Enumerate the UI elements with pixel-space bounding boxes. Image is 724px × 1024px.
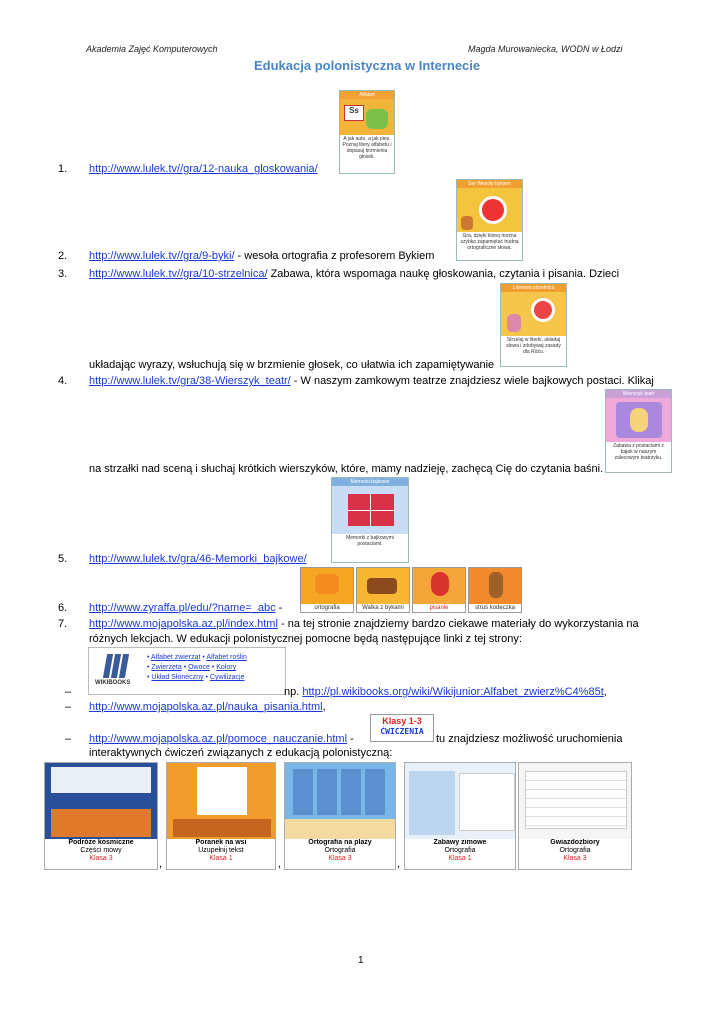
header-left: Akademia Zajęć Komputerowych — [86, 44, 218, 54]
wiki-link[interactable]: Owoce — [188, 664, 210, 671]
card-subtitle: Ortografia — [559, 847, 591, 854]
list-item-6 — [89, 602, 282, 614]
card-title: Gwiazdozbiory — [550, 839, 600, 846]
card-class: Klasa 3 — [89, 855, 113, 862]
thumbnail-alfabet[interactable] — [339, 90, 395, 174]
item-number: 6. — [58, 602, 68, 614]
thumbnail-title: Wierszyk teatr — [606, 390, 671, 398]
tile-ortografia[interactable]: ortografia — [300, 567, 354, 613]
wikibooks-box[interactable] — [88, 647, 286, 695]
wikibooks-links: • Alfabet zwierząt • Alfabet roślin • Zwierzęta • Owoce • Kolory • Układ Słoneczny • Cywilizacje — [147, 654, 247, 681]
link-memorki[interactable]: http://www.lulek.tv/gra/46-Memorki_bajkowe/ — [89, 553, 307, 565]
card-picture — [45, 763, 157, 839]
link-nauka-pisania[interactable]: http://www.mojapolska.az.pl/nauka_pisania.html — [89, 701, 323, 713]
thumbnail-title: Ser Wesoły bykiem — [457, 180, 522, 188]
list-item-4 — [89, 375, 654, 387]
wiki-link[interactable]: Alfabet roślin — [206, 654, 247, 661]
item-text: - — [275, 602, 283, 614]
thumbnail-memorki[interactable] — [331, 477, 409, 563]
item-continuation: interaktywnych ćwiczeń związanych z edukacją polonistyczną: — [89, 747, 393, 759]
link-nauka-gloskowania[interactable]: http://www.lulek.tv//gra/12-nauka_gloskowania/ — [89, 163, 318, 175]
sub-link-pomoce: http://www.mojapolska.az.pl/pomoce_nauczanie.html - — [89, 733, 354, 745]
thumbnail-caption: Gra, dzięki której można szybko zapamiętać trudną ortograficzne słowa. — [460, 233, 519, 251]
list-item-5 — [89, 553, 307, 565]
thumbnail-title: Alfabet — [340, 91, 394, 99]
wiki-link[interactable]: Alfabet zwierząt — [151, 654, 201, 661]
thumbnail-caption: A jak auto, a jak pies. Poznaj litery alfabetu i dopasuj brzmienia głosek. — [342, 136, 392, 160]
sub-link-pomoce-tail: tu znajdziesz możliwość uruchomienia — [436, 733, 623, 745]
card-picture — [285, 763, 395, 839]
link-wierszyk-teatr[interactable]: http://www.lulek.tv/gra/38-Wierszyk_teatr/ — [89, 375, 291, 387]
link-wikibooks[interactable]: http://pl.wikibooks.org/wiki/Wikijunior:Alfabet_zwierz%C4%85t — [302, 686, 604, 698]
item-continuation: na strzałki nad sceną i słuchaj krótkich wierszyków, które, mamy nadzieję, zachęcą Cię do czytania baśni. — [89, 463, 604, 475]
wiki-link[interactable]: Cywilizacje — [209, 674, 245, 681]
wiki-link[interactable]: Układ Słoneczny — [151, 674, 204, 681]
card-picture — [519, 763, 631, 839]
exercise-card[interactable] — [44, 762, 158, 870]
exercise-card[interactable] — [166, 762, 276, 870]
page-number: 1 — [358, 955, 364, 966]
bullet-dash: – — [65, 701, 72, 713]
strzelnica-picture — [501, 292, 566, 336]
separator: , — [397, 858, 401, 870]
card-class: Klasa 3 — [563, 855, 587, 862]
card-picture — [405, 763, 515, 839]
bullet-dash: – — [65, 686, 72, 698]
tile-walka-z-bykami[interactable]: Walka z bykami — [356, 567, 410, 613]
card-class: Klasa 3 — [328, 855, 352, 862]
item-text: - wesoła ortografia z profesorem Bykiem — [234, 250, 435, 262]
byki-picture — [457, 188, 522, 232]
card-subtitle: Części mowy — [80, 847, 122, 854]
separator: , — [278, 858, 282, 870]
item-number: 2. — [58, 250, 68, 262]
item-number: 3. — [58, 268, 68, 280]
thumbnail-wierszyk[interactable] — [605, 389, 672, 473]
sub-link-nauka-pisania: http://www.mojapolska.az.pl/nauka_pisania.html, — [89, 701, 326, 713]
link-mojapolska-index[interactable]: http://www.mojapolska.az.pl/index.html — [89, 618, 278, 630]
thumbnail-caption: Zabawa z postaciami z bajek w naszym zalecowym teatrzyku. — [613, 443, 664, 461]
header-right: Magda Murowaniecka, WODN w Łodzi — [468, 44, 623, 54]
wiki-link[interactable]: Zwierzęta — [151, 664, 182, 671]
card-title: Poranek na wsi — [195, 839, 247, 846]
list-item-2 — [89, 250, 434, 262]
thumbnail-caption: Memorki z bajkowymi postaciami. — [346, 535, 394, 547]
wikibooks-logo: WIKIBOOKS — [95, 652, 141, 690]
link-pomoce-nauczanie[interactable]: http://www.mojapolska.az.pl/pomoce_nauczanie.html — [89, 733, 348, 745]
page-title: Edukacja polonistyczna w Internecie — [254, 58, 481, 73]
tile-strus[interactable]: struś kodeczka — [468, 567, 522, 613]
card-class: Klasa 1 — [448, 855, 472, 862]
wikibooks-line: np. http://pl.wikibooks.org/wiki/Wikijunior:Alfabet_zwierz%C4%85t, — [284, 686, 607, 698]
card-class: Klasa 1 — [209, 855, 233, 862]
wiki-link[interactable]: Kolory — [216, 664, 237, 671]
item-number: 5. — [58, 553, 68, 565]
item-number: 1. — [58, 163, 68, 175]
exercise-card[interactable] — [404, 762, 516, 870]
card-subtitle: Uzupełnij tekst — [198, 847, 244, 854]
item-text: Zabawa, która wspomaga naukę głoskowania, czytania i pisania. Dzieci — [267, 268, 620, 280]
thumbnail-title: Literowa strzelnica — [501, 284, 566, 292]
item-continuation: układając wyrazy, wsłuchują się w brzmienie głosek, co ułatwia ich zapamiętywanie — [89, 359, 495, 371]
thumbnail-strzelnica[interactable] — [500, 283, 567, 367]
klasy-badge[interactable]: Klasy 1-3 ĆWICZENIA — [370, 714, 434, 742]
card-title: Ortografia na plaży — [308, 839, 372, 846]
memorki-picture — [332, 486, 408, 534]
exercise-card[interactable] — [518, 762, 632, 870]
thumbnail-title: Memorki bajkowe — [332, 478, 408, 486]
list-item-3 — [89, 268, 619, 280]
alfabet-picture: Ss — [340, 99, 394, 135]
item-number: 4. — [58, 375, 68, 387]
item-number: 7. — [58, 618, 68, 630]
zyraffa-tiles — [300, 567, 520, 613]
item-text: - W naszym zamkowym teatrze znajdziesz wiele bajkowych postaci. Klikaj — [290, 375, 654, 387]
card-title: Zabawy zimowe — [433, 839, 487, 846]
card-subtitle: Ortografia — [444, 847, 476, 854]
link-zyraffa[interactable]: http://www.zyraffa.pl/edu/?name=_abc — [89, 602, 276, 614]
separator: , — [159, 858, 163, 870]
card-subtitle: Ortografia — [324, 847, 356, 854]
exercise-card[interactable] — [284, 762, 396, 870]
card-title: Podróże kosmiczne — [68, 839, 134, 846]
list-item-1 — [89, 163, 318, 175]
card-picture — [167, 763, 275, 839]
tile-pisanie[interactable]: pisanie — [412, 567, 466, 613]
link-strzelnica[interactable]: http://www.lulek.tv//gra/10-strzelnica/ — [89, 268, 268, 280]
item-continuation: różnych lekcjach. W edukacji polonistycznej pomocne będą następujące linki z tej strony: — [89, 633, 522, 645]
thumbnail-byki[interactable] — [456, 179, 523, 261]
list-item-7 — [89, 618, 639, 630]
thumbnail-caption: Strzelaj w literki, układaj słowa i zdobywaj zasady dla Różu. — [506, 337, 561, 355]
wierszyk-picture — [606, 398, 671, 442]
link-byki[interactable]: http://www.lulek.tv//gra/9-byki/ — [89, 250, 235, 262]
bullet-dash: – — [65, 733, 72, 745]
item-text: - na tej stronie znajdziemy bardzo ciekawe materiały do wykorzystania na — [277, 618, 639, 630]
